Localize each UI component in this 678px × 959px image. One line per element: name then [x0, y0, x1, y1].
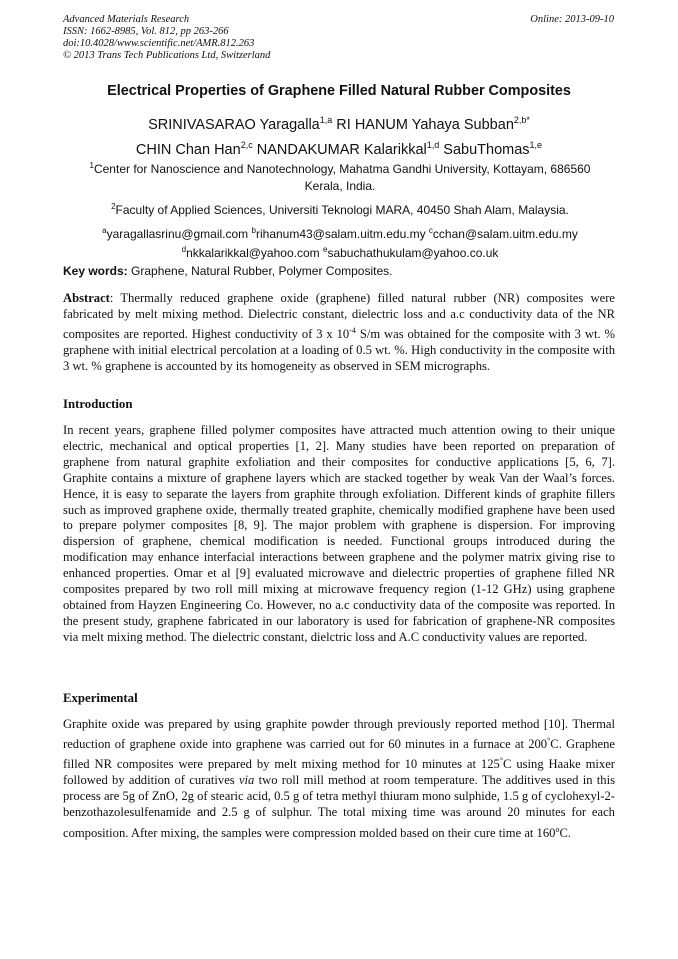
journal-doi: doi:10.4028/www.scientific.net/AMR.812.263: [63, 38, 255, 49]
author-affil-mark: 1,a: [319, 115, 333, 125]
affiliation-2: $^2$Faculty of Applied Sciences, Universiti Teknologi MARA, 40450 Shah Alam, Malaysia.: [111, 202, 569, 217]
author-affil-mark: 2,b*: [513, 115, 530, 125]
author-affil-mark: 1,e: [529, 139, 543, 150]
email-link[interactable]: nkkalarikkal@yahoo.com: [186, 246, 320, 260]
author-affil-mark: 1,d: [426, 139, 440, 150]
author-name: SRINIVASARAO Yaragalla: [148, 116, 320, 133]
email-link[interactable]: rihanum43@salam.uitm.edu.my: [255, 227, 426, 241]
email-line-1: $^a$yaragallasrinu@gmail.com $^b$rihanum43@salam.uitm.edu.my $^c$cchan@salam.uitm.edu.my: [102, 226, 578, 241]
author-name: NANDAKUMAR Kalarikkal: [252, 141, 427, 158]
journal-copyright: © 2013 Trans Tech Publications Ltd, Switzerland: [63, 50, 271, 61]
author-list: [0, 110, 678, 160]
email-line-2: $^d$nkkalarikkal@yahoo.com $^e$sabuchathukulam@yahoo.co.uk: [181, 245, 499, 260]
affiliation-1: $^1$Center for Nanoscience and Nanotechnology, Mahatma Gandhi University, Kottayam, 686560 Kerala, India.: [89, 161, 591, 193]
email-link[interactable]: sabuchathukulam@yahoo.co.uk: [327, 246, 499, 260]
keywords-text: Graphene, Natural Rubber, Polymer Composites.: [127, 264, 393, 278]
author-line-2: [0, 135, 678, 160]
introduction-text: In recent years, graphene filled polymer composites have attracted much attention owing to their unique electric, mechanical and optical properties [1, 2]. Many studies have been reported on preparation of graphene from natural graphite exfoliation and their composites for conductive applications [5, 6, 7]. Graphite contains a mixture of graphene layers which are stacked together by weak Van der Waal’s forces. Hence, it is easy to separate the layers from graphite through exfoliation. Different kinds of graphite fillers such as improved graphene oxide, thermally treated graphite, chemically modified graphene have been used to prepare polymer composites [8, 9]. The major problem with graphene is dispersion. For improving dispersion of graphene, chemical modification is needed. Functional groups introduced during the modification may enhance interfacial interactions between graphene and the polymer matrix giving rise to enhanced properties. Omar et al [9] evaluated microwave and dielectric properties of graphene filled NR composites prepared by two roll mill mixing at microwave frequency region (1-12 GHz) using graphene obtained from Hayzen Engineering Co. However, no a.c conductivity data of the composite was reported. In the present study, graphene fabricated in our laboratory is used for fabrication of graphene-NR composites via melt mixing method. The dielectric constant, dielctric loss and A.C conductivity values are reported.: [63, 423, 615, 644]
abstract: Abstract: Thermally reduced graphene oxide (graphene) filled natural rubber (NR) composites were fabricated by melt mixing method. Dielectric constant, dielectric loss and a.c conductivity data of the NR composites are reported. Highest conductivity of 3 x $10^{-4}$ S/m was obtained for the composite with 3 wt. % graphene with initial electrical percolation at a loading of 0.5 wt. %. High conductivity in the composite with 3 wt. % graphene is accounted by its homogeneity as observed in SEM micrographs.: [63, 291, 615, 373]
section-heading-experimental: Experimental: [63, 691, 138, 705]
online-date: Online: 2013-09-10: [530, 14, 614, 25]
journal-header: [63, 14, 270, 62]
journal-issn: ISSN: 1662-8985, Vol. 812, pp 263-266: [63, 26, 229, 37]
experimental-text: Graphite oxide was prepared by using graphite powder through previously reported method [10]. Thermal reduction of graphene oxide into graphene was carried out for 60 minutes in a furnace at 200°C. Graphene filled NR composites were prepared by melt mixing method for 10 minutes at 125°C using Haake mixer followed by addition of curatives via two roll mill method at room temperature. The additives used in this process are 5g of ZnO, 2g of stearic acid, 0.5 g of tetra methyl thiuram mono sulphide, 1.5 g of cyclohexyl-2-benzothazolesulfenamide and 2.5 g of sulphur. The total mixing time was around 20 minutes for each composition. After mixing, the samples were compression molded based on their cure time at 160$^o$C.: [63, 717, 616, 840]
email-link[interactable]: cchan@salam.uitm.edu.my: [432, 227, 578, 241]
section-heading-introduction: Introduction: [63, 397, 133, 411]
author-affil-mark: 2,c: [240, 139, 253, 150]
author-name: RI HANUM Yahaya Subban: [332, 116, 514, 133]
author-line-1: [0, 110, 678, 135]
author-name: CHIN Chan Han: [135, 141, 241, 158]
email-link[interactable]: yaragallasrinu@gmail.com: [106, 227, 249, 241]
keywords-label: Key words:: [63, 264, 128, 278]
abstract-label: Abstract: [63, 291, 110, 305]
keywords: [63, 264, 392, 278]
paper-title: Electrical Properties of Graphene Filled Natural Rubber Composites: [107, 83, 571, 99]
journal-name: Advanced Materials Research: [63, 14, 190, 25]
author-emails: [70, 223, 610, 261]
author-name: SabuThomas: [439, 141, 530, 158]
